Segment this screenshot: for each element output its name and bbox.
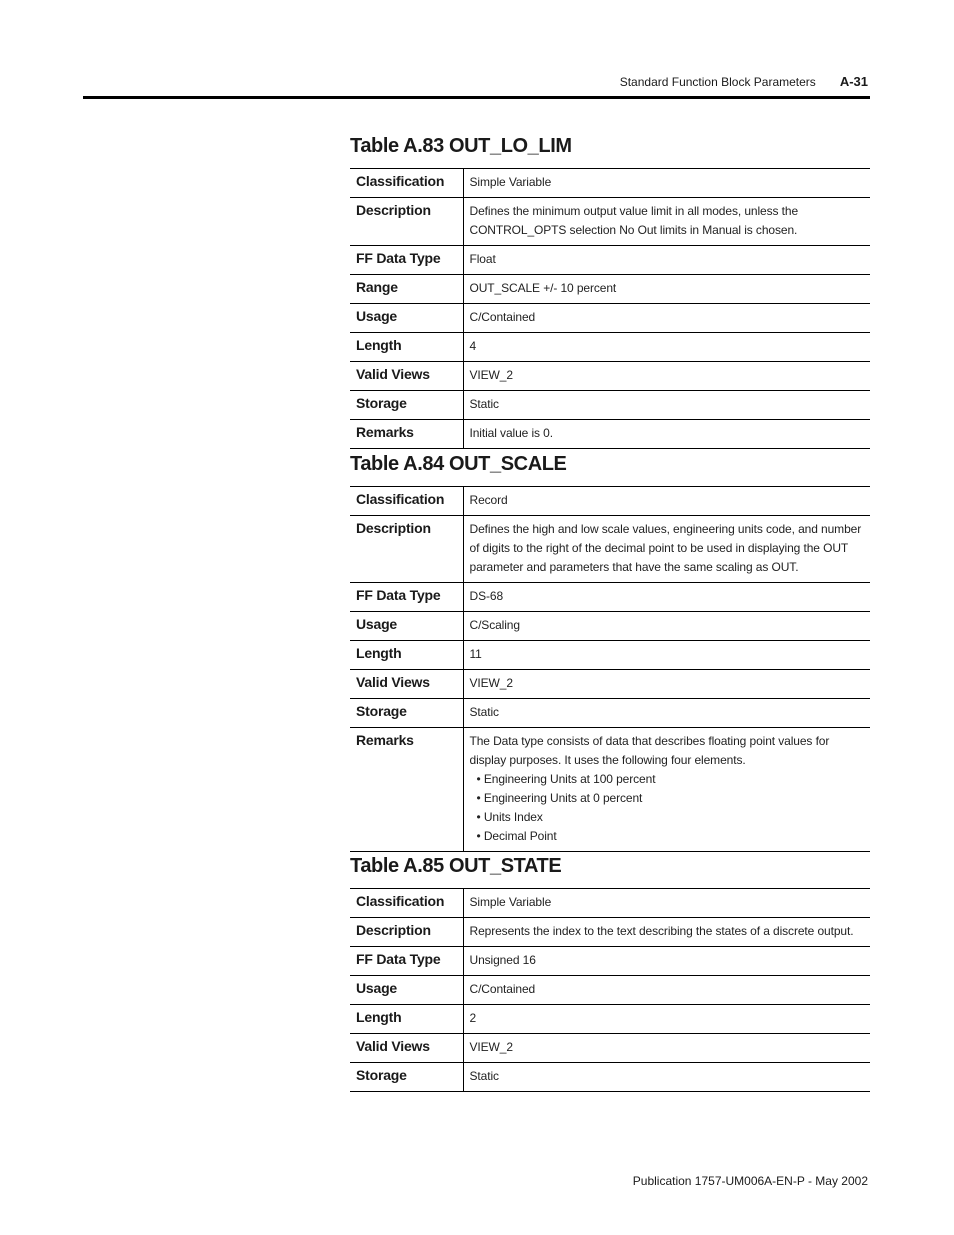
row-value: Defines the minimum output value limit in all modes, unless the CONTROL_OPTS selection No Out limits in Manual is chosen. — [463, 198, 870, 246]
row-key: Length — [350, 641, 463, 670]
row-key: FF Data Type — [350, 246, 463, 275]
table-row — [350, 728, 870, 852]
table-row — [350, 275, 870, 304]
row-value: Record — [469, 493, 508, 507]
row-value: Static — [463, 1063, 870, 1092]
row-value: 2 — [463, 1005, 870, 1034]
row-key: Storage — [350, 1063, 463, 1092]
row-value — [463, 728, 870, 852]
row-value: C/Scaling — [463, 612, 870, 641]
row-value: Defines the high and low scale values, engineering units code, and number of digits to the right of the decimal point to be used in displaying the OUT parameter and parameters that have the same scaling as OUT. — [463, 516, 870, 583]
table-out-scale-section — [350, 452, 870, 852]
row-value: Simple Variable — [469, 175, 552, 189]
publication-footer: Publication 1757-UM006A-EN-P - May 2002 — [632, 1174, 868, 1188]
row-key: Description — [350, 918, 463, 947]
table-row — [350, 612, 870, 641]
row-key: Storage — [350, 391, 463, 420]
row-value: Static — [463, 699, 870, 728]
row-value: Float — [463, 246, 870, 275]
table-out-state-section — [350, 854, 870, 1092]
table-title: Table A.85 OUT_STATE — [350, 855, 562, 877]
row-key: Description — [350, 516, 463, 583]
remarks-bullet-list — [470, 770, 866, 846]
row-key: FF Data Type — [350, 947, 463, 976]
running-header — [620, 74, 868, 89]
table-row — [350, 583, 870, 612]
row-key: Usage — [350, 612, 463, 641]
table-row — [350, 246, 870, 275]
row-value: VIEW_2 — [463, 362, 870, 391]
table-title: Table A.84 OUT_SCALE — [350, 453, 567, 475]
row-key: Range — [350, 275, 463, 304]
row-value: Static — [463, 391, 870, 420]
row-key: Usage — [350, 976, 463, 1005]
row-key: Valid Views — [350, 362, 463, 391]
row-value: VIEW_2 — [463, 670, 870, 699]
list-item: • Engineering Units at 0 percent — [477, 789, 866, 808]
table-row — [350, 889, 870, 918]
list-item: • Engineering Units at 100 percent — [477, 770, 866, 789]
table-row — [350, 198, 870, 246]
table-row — [350, 420, 870, 449]
table-row — [350, 947, 870, 976]
table-row — [350, 391, 870, 420]
row-value: OUT_SCALE +/- 10 percent — [463, 275, 870, 304]
row-value: Simple Variable — [469, 895, 552, 909]
row-key: Valid Views — [350, 670, 463, 699]
parameter-table — [350, 168, 870, 449]
table-row — [350, 304, 870, 333]
row-value: 11 — [463, 641, 870, 670]
row-value: 4 — [463, 333, 870, 362]
row-key: Classification — [350, 169, 463, 198]
parameter-table — [350, 486, 870, 852]
table-row — [350, 1005, 870, 1034]
row-key: Valid Views — [350, 1034, 463, 1063]
row-key: Remarks — [350, 728, 463, 852]
list-item: • Units Index — [477, 808, 866, 827]
table-row — [350, 1063, 870, 1092]
row-key: Classification — [350, 487, 463, 516]
table-row — [350, 699, 870, 728]
row-key: Remarks — [350, 420, 463, 449]
header-title: Standard Function Block Parameters — [619, 75, 816, 89]
table-row — [350, 362, 870, 391]
table-row — [350, 516, 870, 583]
table-row — [350, 918, 870, 947]
table-row — [350, 976, 870, 1005]
remarks-text: The Data type consists of data that describes floating point values for display purposes. It uses the following four elements. — [469, 734, 830, 767]
list-item: • Decimal Point — [477, 827, 866, 846]
row-value: Initial value is 0. — [463, 420, 870, 449]
row-key: Length — [350, 333, 463, 362]
table-row — [350, 169, 870, 198]
row-value: Unsigned 16 — [463, 947, 870, 976]
row-key: Length — [350, 1005, 463, 1034]
page-number: A-31 — [839, 74, 868, 89]
row-value: C/Contained — [463, 976, 870, 1005]
row-value: VIEW_2 — [463, 1034, 870, 1063]
table-row — [350, 487, 870, 516]
row-value: Represents the index to the text describing the states of a discrete output. — [463, 918, 870, 947]
row-key: Storage — [350, 699, 463, 728]
table-row — [350, 333, 870, 362]
table-title: Table A.83 OUT_LO_LIM — [350, 135, 572, 157]
table-row — [350, 1034, 870, 1063]
table-row — [350, 641, 870, 670]
parameter-table — [350, 888, 870, 1092]
row-key: Usage — [350, 304, 463, 333]
table-out-lo-lim-section — [350, 134, 870, 449]
header-rule — [83, 96, 870, 99]
row-value: DS-68 — [463, 583, 870, 612]
row-key: Description — [350, 198, 463, 246]
row-key: FF Data Type — [350, 583, 463, 612]
table-row — [350, 670, 870, 699]
row-key: Classification — [350, 889, 463, 918]
row-value: C/Contained — [463, 304, 870, 333]
